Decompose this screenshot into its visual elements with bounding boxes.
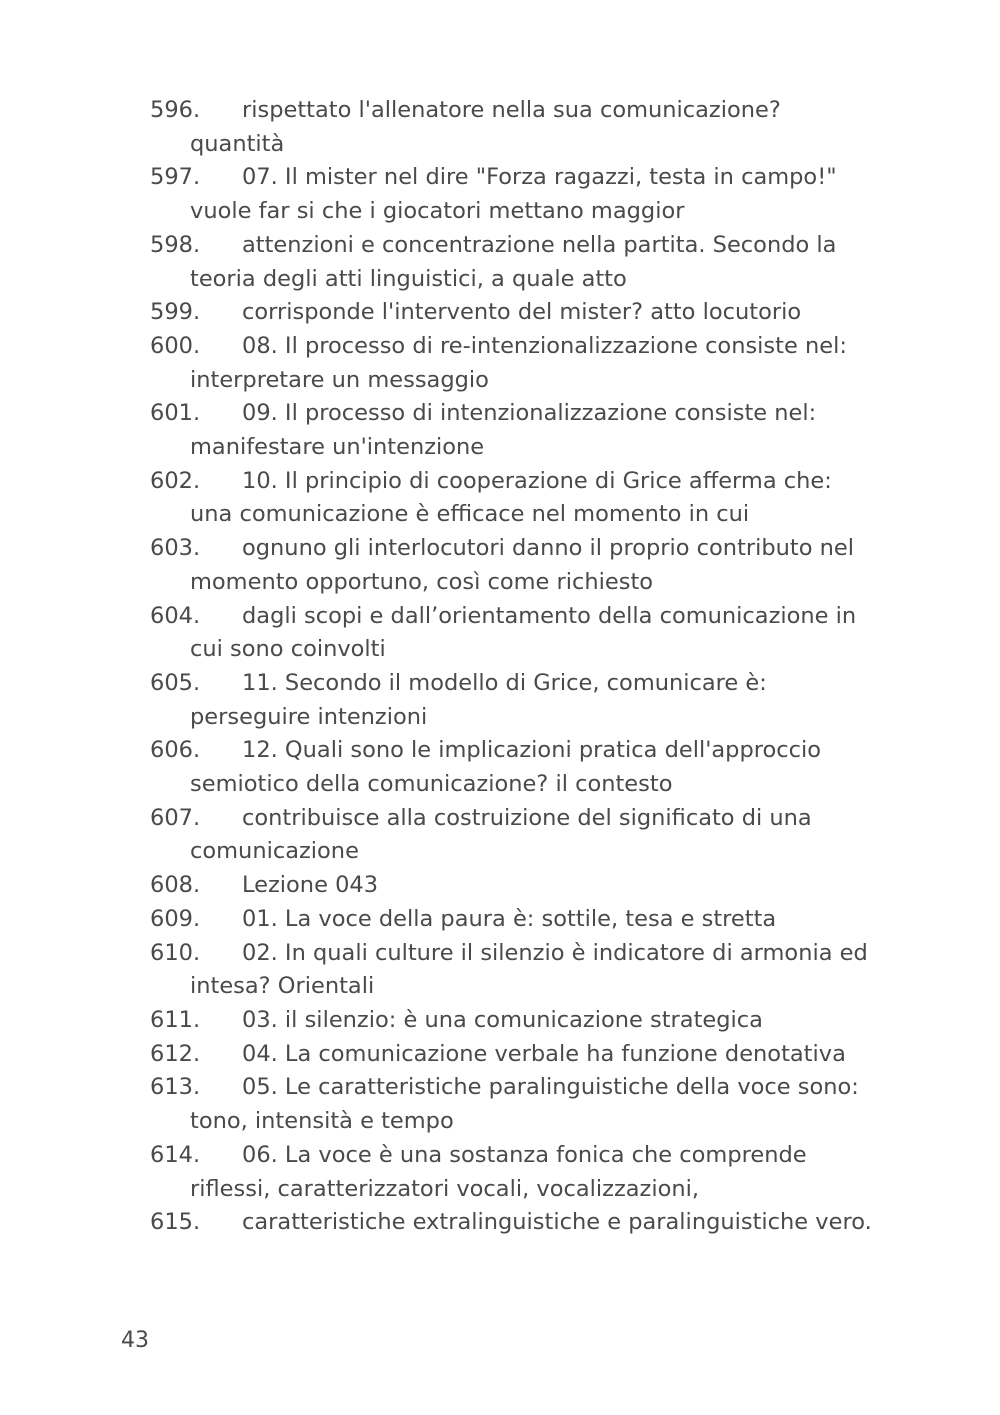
entry-first-line xyxy=(150,802,890,836)
numbered-entry xyxy=(150,532,890,599)
entry-number: 601. xyxy=(150,400,201,427)
page-number: 43 xyxy=(121,1328,149,1353)
entry-first-line xyxy=(150,1071,890,1105)
numbered-entry xyxy=(150,1004,890,1038)
numbered-entry xyxy=(150,667,890,734)
entry-number: 598. xyxy=(150,231,201,258)
entry-text: corrisponde l'intervento del mister? atto locutorio xyxy=(242,299,802,326)
entry-text: Lezione 043 xyxy=(242,872,379,899)
entry-number: 602. xyxy=(150,467,201,494)
entry-continuation-line: comunicazione xyxy=(190,838,359,865)
entry-number: 608. xyxy=(150,872,201,899)
entry-first-line xyxy=(150,734,890,768)
entry-number: 612. xyxy=(150,1040,201,1067)
entry-first-line xyxy=(150,1139,890,1173)
entry-text: 03. il silenzio: è una comunicazione strategica xyxy=(242,1006,763,1033)
entry-number: 615. xyxy=(150,1209,201,1236)
entry-text: 10. Il principio di cooperazione di Grice afferma che: xyxy=(242,467,832,494)
numbered-entry xyxy=(150,1038,890,1072)
entry-first-line xyxy=(150,94,890,128)
entry-first-line xyxy=(150,397,890,431)
numbered-entry xyxy=(150,1071,890,1138)
entry-number: 599. xyxy=(150,299,201,326)
entry-continuation-line: cui sono coinvolti xyxy=(190,636,386,663)
entry-text: 05. Le caratteristiche paralinguistiche della voce sono: xyxy=(242,1074,859,1101)
entry-continuation-line: una comunicazione è efficace nel momento in cui xyxy=(190,501,750,528)
numbered-entry xyxy=(150,296,890,330)
numbered-entry xyxy=(150,94,890,161)
entry-first-line xyxy=(150,903,890,937)
numbered-entry xyxy=(150,903,890,937)
numbered-entry xyxy=(150,465,890,532)
entry-number: 604. xyxy=(150,602,201,629)
entry-text: 06. La voce è una sostanza fonica che comprende xyxy=(242,1141,807,1168)
entry-number: 614. xyxy=(150,1141,201,1168)
numbered-entry xyxy=(150,734,890,801)
numbered-entry xyxy=(150,1139,890,1206)
entry-continuation-line: intesa? Orientali xyxy=(190,973,375,1000)
numbered-entry xyxy=(150,937,890,1004)
entry-continuation-line: momento opportuno, così come richiesto xyxy=(190,568,654,595)
entry-text: 07. Il mister nel dire "Forza ragazzi, testa in campo!" xyxy=(242,164,837,191)
entry-first-line xyxy=(150,667,890,701)
entry-text: dagli scopi e dall’orientamento della comunicazione in xyxy=(242,602,857,629)
entry-first-line xyxy=(150,1038,890,1072)
entry-first-line xyxy=(150,869,890,903)
entry-number: 600. xyxy=(150,332,201,359)
entry-continuation-line: riflessi, caratterizzatori vocali, vocalizzazioni, xyxy=(190,1175,700,1202)
entry-text: contribuisce alla costruizione del significato di una xyxy=(242,804,812,831)
entry-text: 09. Il processo di intenzionalizzazione consiste nel: xyxy=(242,400,817,427)
entry-continuation-line: interpretare un messaggio xyxy=(190,366,489,393)
entry-text: 12. Quali sono le implicazioni pratica dell'approccio xyxy=(242,737,822,764)
entry-continuation-line: manifestare un'intenzione xyxy=(190,434,485,461)
entry-number: 607. xyxy=(150,804,201,831)
numbered-entry xyxy=(150,330,890,397)
numbered-entry xyxy=(150,600,890,667)
numbered-entry xyxy=(150,869,890,903)
entry-continuation-line: tono, intensità e tempo xyxy=(190,1108,454,1135)
entry-text: ognuno gli interlocutori danno il proprio contributo nel xyxy=(242,535,855,562)
entry-first-line xyxy=(150,229,890,263)
entry-text: caratteristiche extralinguistiche e paralinguistiche vero. xyxy=(242,1209,872,1236)
entry-text: 11. Secondo il modello di Grice, comunicare è: xyxy=(242,669,767,696)
entry-text: 02. In quali culture il silenzio è indicatore di armonia ed xyxy=(242,939,868,966)
entry-first-line xyxy=(150,600,890,634)
numbered-entry xyxy=(150,1206,890,1240)
entry-number: 605. xyxy=(150,669,201,696)
entry-text: 08. Il processo di re-intenzionalizzazione consiste nel: xyxy=(242,332,847,359)
entry-continuation-line: vuole far si che i giocatori mettano maggior xyxy=(190,198,685,225)
entry-number: 606. xyxy=(150,737,201,764)
numbered-entry xyxy=(150,161,890,228)
numbered-entry xyxy=(150,397,890,464)
entry-text: 04. La comunicazione verbale ha funzione denotativa xyxy=(242,1040,846,1067)
entry-continuation-line: perseguire intenzioni xyxy=(190,703,428,730)
entry-number: 613. xyxy=(150,1074,201,1101)
document-body xyxy=(150,94,890,1240)
entry-continuation-line: quantità xyxy=(190,130,285,157)
entry-first-line xyxy=(150,532,890,566)
entry-first-line xyxy=(150,296,890,330)
entry-continuation-line: semiotico della comunicazione? il contesto xyxy=(190,771,673,798)
entry-first-line xyxy=(150,465,890,499)
entry-first-line xyxy=(150,330,890,364)
entry-number: 603. xyxy=(150,535,201,562)
entry-text: rispettato l'allenatore nella sua comunicazione? xyxy=(242,97,781,123)
entry-first-line xyxy=(150,161,890,195)
entry-first-line xyxy=(150,937,890,971)
numbered-entry xyxy=(150,229,890,296)
entry-number: 597. xyxy=(150,164,201,191)
entry-text: attenzioni e concentrazione nella partita. Secondo la xyxy=(242,231,837,258)
entry-number: 610. xyxy=(150,939,201,966)
entry-number: 609. xyxy=(150,905,201,932)
entry-continuation-line: teoria degli atti linguistici, a quale atto xyxy=(190,265,627,292)
numbered-entry xyxy=(150,802,890,869)
entry-number: 596. xyxy=(150,97,201,123)
entry-number: 611. xyxy=(150,1006,201,1033)
entry-first-line xyxy=(150,1004,890,1038)
entry-first-line xyxy=(150,1206,890,1240)
entry-text: 01. La voce della paura è: sottile, tesa e stretta xyxy=(242,905,777,932)
